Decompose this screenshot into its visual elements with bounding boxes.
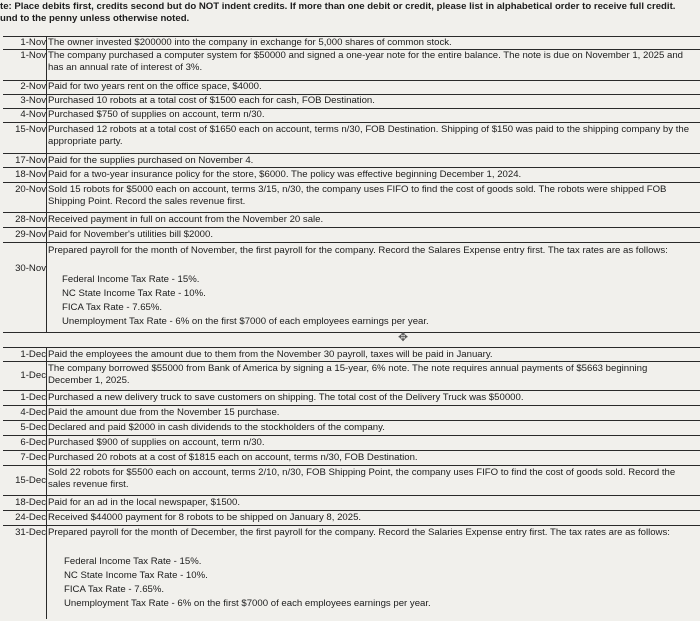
row-text: Sold 15 robots for $5000 each on account, terms 3/15, n/30, the company uses FIFO to find the cost of goods sold. The robots were shipped FOB Shipping Point. Record the sales revenue first.	[48, 184, 667, 207]
row-text: The owner invested $200000 into the company in exchange for 5,000 shares of common stock.	[48, 37, 452, 48]
row-date: 17-Nov	[15, 155, 46, 166]
row-date: 1-Nov	[20, 37, 46, 48]
row-date: 24-Dec	[15, 512, 46, 523]
row-text: Paid the amount due from the November 15 purchase.	[48, 407, 280, 418]
row-date: 30-Nov	[15, 263, 46, 274]
row-date: 18-Dec	[15, 497, 46, 508]
row-text: Declared and paid $2000 in cash dividends to the stockholders of the company.	[48, 422, 385, 433]
row-date: 3-Nov	[20, 95, 46, 106]
row-text: Paid for November's utilities bill $2000.	[48, 229, 214, 240]
tax-rate-state: NC State Income Tax Rate - 10%.	[64, 570, 208, 581]
row-date: 31-Dec	[15, 527, 46, 538]
row-text: The company purchased a computer system for $50000 and signed a one-year note for the entire balance. The note is due on November 1, 2025 and has an annual rate of interest of 3%.	[48, 50, 684, 73]
tax-rate-federal: Federal Income Tax Rate - 15%.	[62, 274, 200, 285]
row-text: Prepared payroll for the month of November, the first payroll for the company. Record the Salares Expense entry first. The tax rates are as follows:	[48, 245, 668, 256]
tax-rate-federal: Federal Income Tax Rate - 15%.	[64, 556, 202, 567]
row-date: 4-Nov	[20, 109, 46, 120]
row-date: 1-Nov	[20, 50, 46, 61]
row-text: Received $44000 payment for 8 robots to be shipped on January 8, 2025.	[48, 512, 362, 523]
tax-rate-unemployment: Unemployment Tax Rate - 6% on the first $7000 of each employees earnings per year.	[64, 598, 431, 609]
note-line-2: und to the penny unless otherwise noted.	[0, 13, 190, 24]
row-text: Paid for an ad in the local newspaper, $1500.	[48, 497, 241, 508]
row-text: Purchased a new delivery truck to save customers on shipping. The total cost of the Delivery Truck was $50000.	[48, 392, 524, 403]
row-text: Paid the employees the amount due to them from the November 30 payroll, taxes will be paid in January.	[48, 349, 493, 360]
row-text: Purchased 20 robots at a cost of $1815 each on account, terms n/30, FOB Destination.	[48, 452, 418, 463]
row-date: 20-Nov	[15, 184, 46, 195]
note-line-1: te: Place debits first, credits second but do NOT indent credits. If more than one debit or credit, please list in alphabetical order to receive full credit.	[0, 1, 676, 12]
row-text: Sold 22 robots for $5500 each on account, terms 2/10, n/30, FOB Shipping Point, the company uses FIFO to find the cost of goods sold. Record the sales revenue first.	[48, 467, 676, 490]
row-text: Paid for the supplies purchased on November 4.	[48, 155, 254, 166]
tax-rate-fica: FICA Tax Rate - 7.65%.	[64, 584, 165, 595]
tax-rate-unemployment: Unemployment Tax Rate - 6% on the first $7000 of each employees earnings per year.	[62, 316, 429, 327]
row-text: Purchased $900 of supplies on account, term n/30.	[48, 437, 265, 448]
row-text: Paid for a two-year insurance policy for the store, $6000. The policy was effective beginning December 1, 2024.	[48, 169, 522, 180]
tax-rate-fica: FICA Tax Rate - 7.65%.	[62, 302, 163, 313]
row-text: Paid for two years rent on the office space, $4000.	[48, 81, 262, 92]
row-text: Purchased $750 of supplies on account, term n/30.	[48, 109, 265, 120]
row-date: 15-Nov	[15, 124, 46, 135]
row-text: The company borrowed $55000 from Bank of America by signing a 15-year, 6% note. The note requires annual payments of $5663 beginning December 1, 2025.	[48, 363, 648, 386]
row-date: 28-Nov	[15, 214, 46, 225]
row-date: 2-Nov	[20, 81, 46, 92]
row-date: 1-Dec	[20, 370, 46, 381]
cursor-icon: ✥	[398, 330, 409, 344]
row-date: 6-Dec	[20, 437, 46, 448]
row-date: 29-Nov	[15, 229, 46, 240]
row-text: Purchased 10 robots at a total cost of $1500 each for cash, FOB Destination.	[48, 95, 375, 106]
row-date: 15-Dec	[15, 475, 46, 486]
row-date: 5-Dec	[20, 422, 46, 433]
row-date: 4-Dec	[20, 407, 46, 418]
row-text: Prepared payroll for the month of December, the first payroll for the company. Record the Salaries Expense entry first. The tax rates are as follows:	[48, 527, 670, 538]
row-text: Purchased 12 robots at a total cost of $1650 each on account, terms n/30, FOB Destination. Shipping of $150 was paid to the shipping company by the appropriate party.	[48, 124, 690, 147]
row-date: 7-Dec	[20, 452, 46, 463]
row-text: Received payment in full on account from the November 20 sale.	[48, 214, 324, 225]
row-date: 1-Dec	[20, 392, 46, 403]
row-date: 1-Dec	[20, 349, 46, 360]
row-date: 18-Nov	[15, 169, 46, 180]
tax-rate-state: NC State Income Tax Rate - 10%.	[62, 288, 206, 299]
